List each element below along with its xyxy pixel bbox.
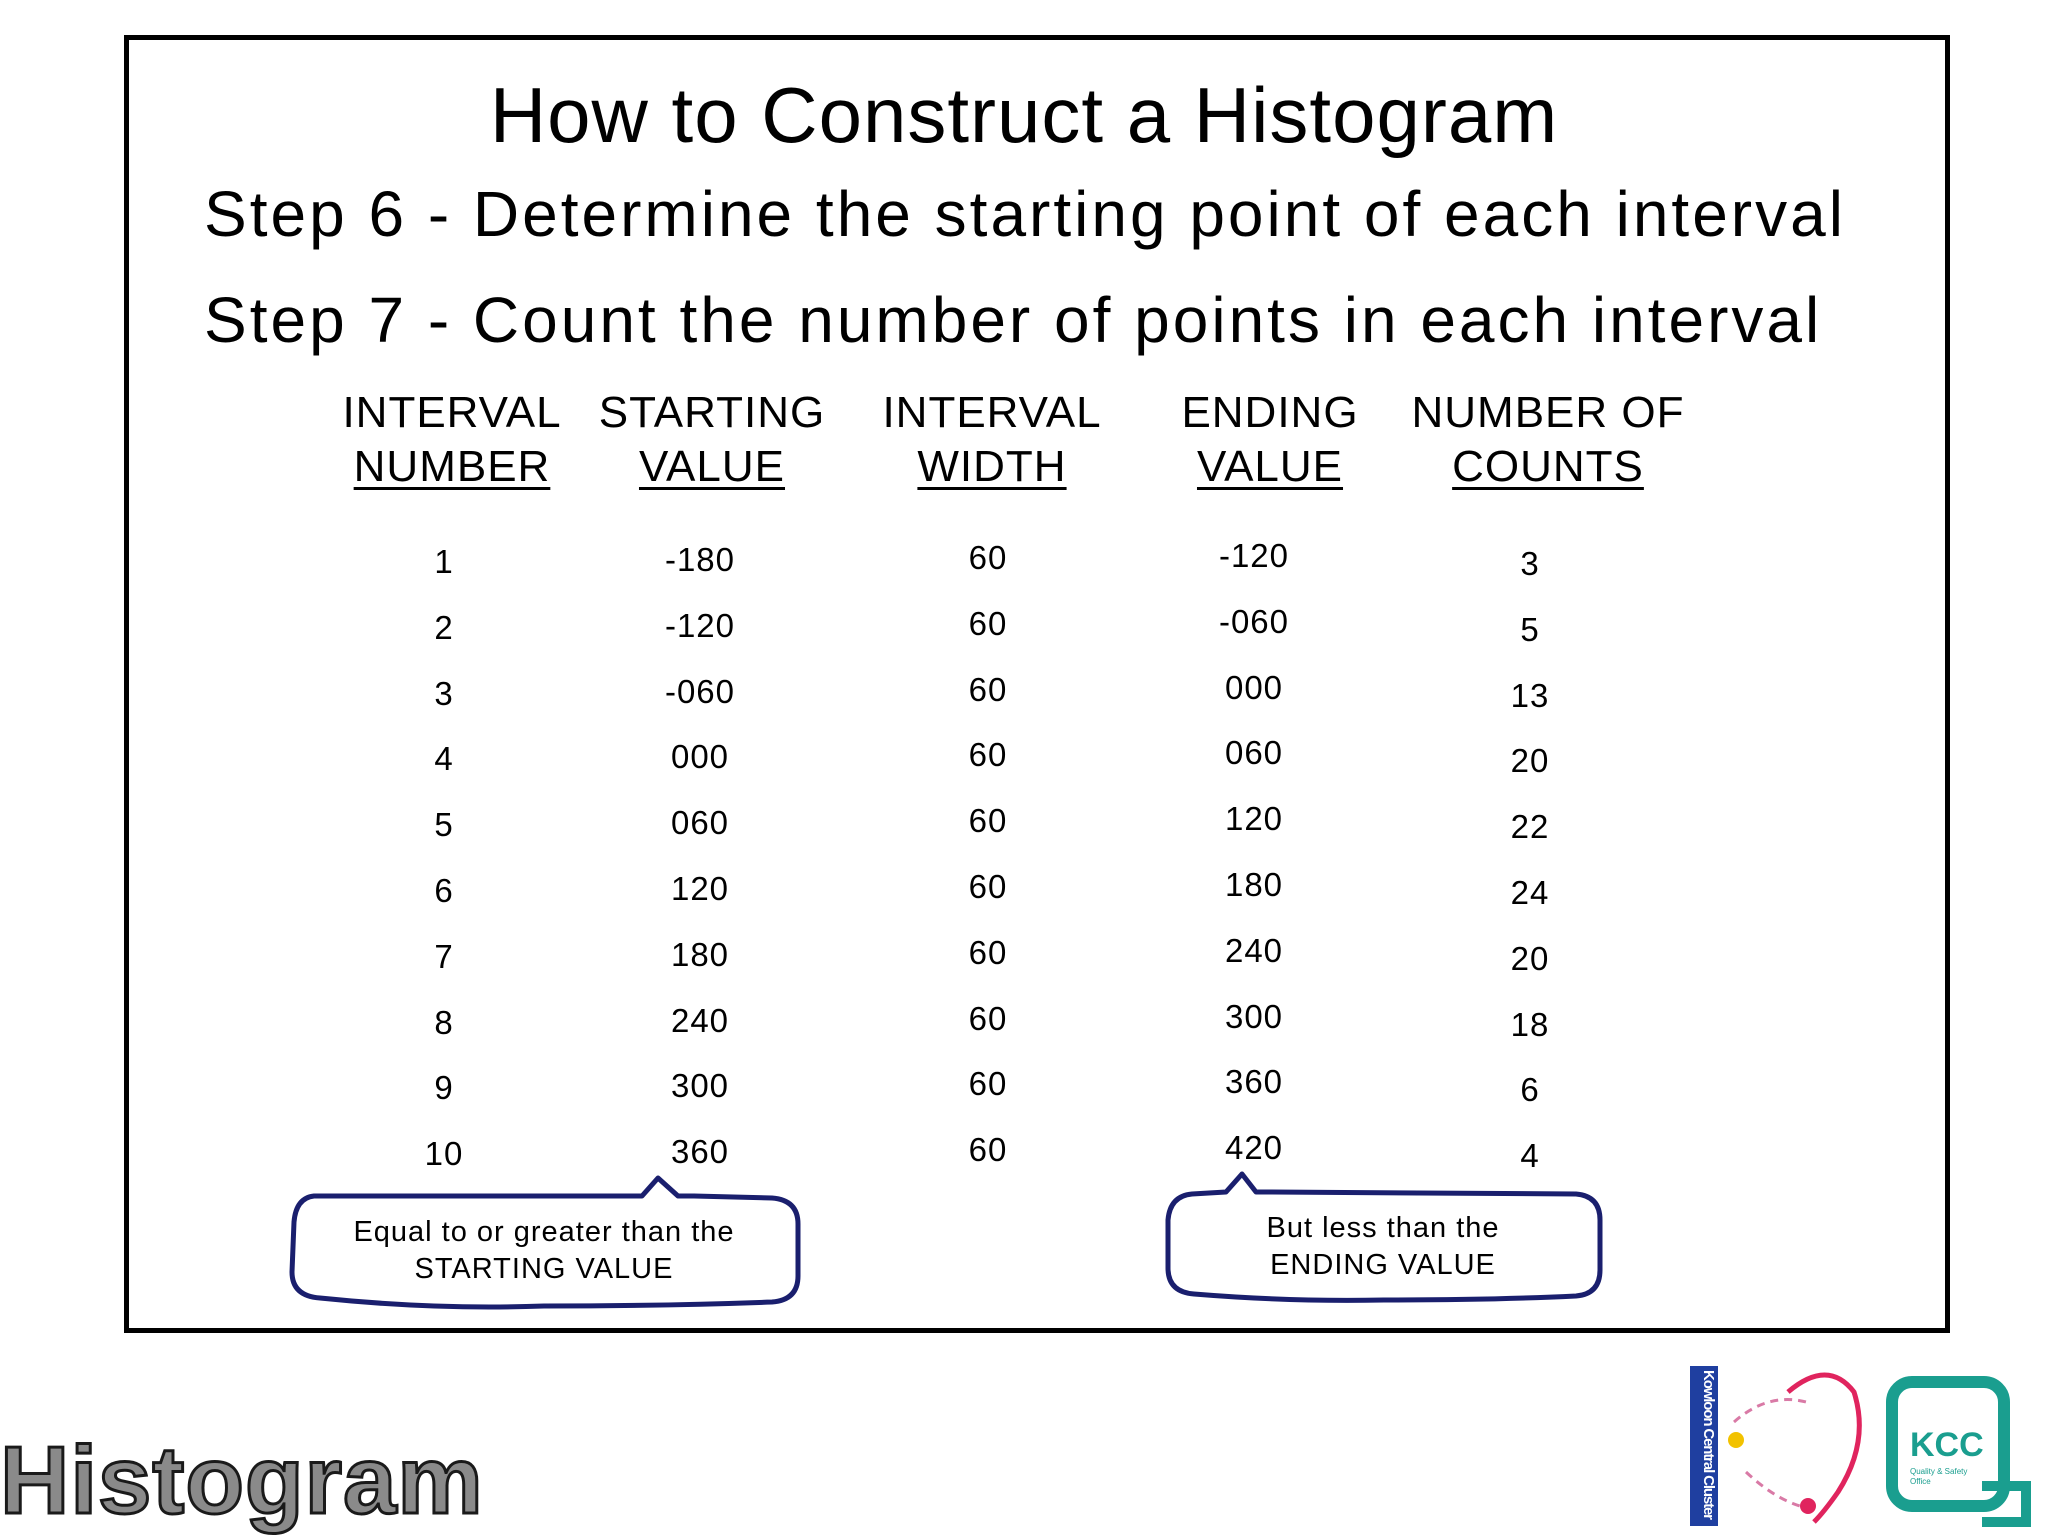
ending-value-cell: -060 <box>1218 603 1290 640</box>
count-cell: 22 <box>1510 808 1550 845</box>
col-header-starting-value: STARTING VALUE <box>598 388 826 491</box>
step-6-text: Step 6 - Determine the starting point of each interval <box>204 178 1846 250</box>
starting-value-cell: 180 <box>670 936 730 973</box>
count-cell: 3 <box>1520 545 1540 582</box>
svg-text:Kowloon Central Cluster: Kowloon Central Cluster <box>1700 1370 1717 1520</box>
starting-value-cell: 000 <box>670 738 730 775</box>
callout-ending-value: But less than the ENDING VALUE <box>1162 1168 1604 1306</box>
starting-value-cell: 240 <box>670 1002 730 1039</box>
svg-text:KCC: KCC <box>1910 1426 1984 1464</box>
count-cell: 20 <box>1510 940 1550 977</box>
interval-number-cell: 3 <box>434 675 454 712</box>
interval-width-cell: 60 <box>968 1000 1008 1037</box>
ending-value-cell: 180 <box>1224 866 1284 903</box>
ending-value-cell: 000 <box>1224 669 1284 706</box>
interval-number-cell: 5 <box>434 806 454 843</box>
interval-width-cell: 60 <box>968 539 1008 576</box>
starting-value-cell: 300 <box>670 1067 730 1104</box>
col-header-number-of-counts: NUMBER OF COUNTS <box>1411 388 1685 491</box>
interval-number-cell: 8 <box>434 1004 454 1041</box>
starting-value-cell: -120 <box>664 607 736 644</box>
ending-value-cell: 060 <box>1224 734 1284 771</box>
interval-width-cell: 60 <box>968 1065 1008 1102</box>
starting-value-cell: 120 <box>670 870 730 907</box>
interval-width-cell: 60 <box>968 736 1008 773</box>
footer-histogram-label: Histogram <box>0 1427 484 1534</box>
interval-number-cell: 9 <box>434 1069 454 1106</box>
ending-value-cell: 120 <box>1224 800 1284 837</box>
ending-value-cell: 360 <box>1224 1063 1284 1100</box>
starting-value-cell: 360 <box>670 1133 730 1170</box>
count-cell: 5 <box>1520 611 1540 648</box>
starting-value-cell: 060 <box>670 804 730 841</box>
interval-number-cell: 7 <box>434 938 454 975</box>
count-cell: 18 <box>1510 1006 1550 1043</box>
count-cell: 20 <box>1510 742 1550 779</box>
interval-width-cell: 60 <box>968 868 1008 905</box>
interval-width-cell: 60 <box>968 605 1008 642</box>
step-7-text: Step 7 - Count the number of points in each interval <box>204 284 1823 356</box>
count-cell: 6 <box>1520 1071 1540 1108</box>
count-cell: 4 <box>1520 1137 1540 1174</box>
interval-number-cell: 6 <box>434 872 454 909</box>
ending-value-cell: -120 <box>1218 537 1290 574</box>
count-cell: 24 <box>1510 874 1550 911</box>
starting-value-cell: -060 <box>664 673 736 710</box>
col-header-ending-value: ENDING VALUE <box>1181 388 1359 491</box>
kcc-quality-safety-logo <box>1886 1376 2036 1528</box>
interval-number-cell: 1 <box>434 543 454 580</box>
svg-text:Office: Office <box>1910 1477 1931 1486</box>
ending-value-cell: 240 <box>1224 932 1284 969</box>
interval-number-cell: 2 <box>434 609 454 646</box>
interval-width-cell: 60 <box>968 934 1008 971</box>
interval-width-cell: 60 <box>968 802 1008 839</box>
count-cell: 13 <box>1510 677 1550 714</box>
svg-text:Quality & Safety: Quality & Safety <box>1910 1467 1968 1476</box>
interval-width-cell: 60 <box>968 671 1008 708</box>
ending-value-cell: 420 <box>1224 1129 1284 1166</box>
ending-value-cell: 300 <box>1224 998 1284 1035</box>
slide-title: How to Construct a Histogram <box>489 71 1559 159</box>
interval-number-cell: 10 <box>424 1135 464 1172</box>
interval-width-cell: 60 <box>968 1131 1008 1168</box>
col-header-interval-number: INTERVAL NUMBER <box>342 388 562 491</box>
starting-value-cell: -180 <box>664 541 736 578</box>
callout-starting-value: Equal to or greater than the STARTING VALUE <box>286 1172 802 1312</box>
interval-number-cell: 4 <box>434 740 454 777</box>
kowloon-central-cluster-logo <box>1688 1362 1868 1532</box>
col-header-interval-width: INTERVAL WIDTH <box>882 388 1102 491</box>
